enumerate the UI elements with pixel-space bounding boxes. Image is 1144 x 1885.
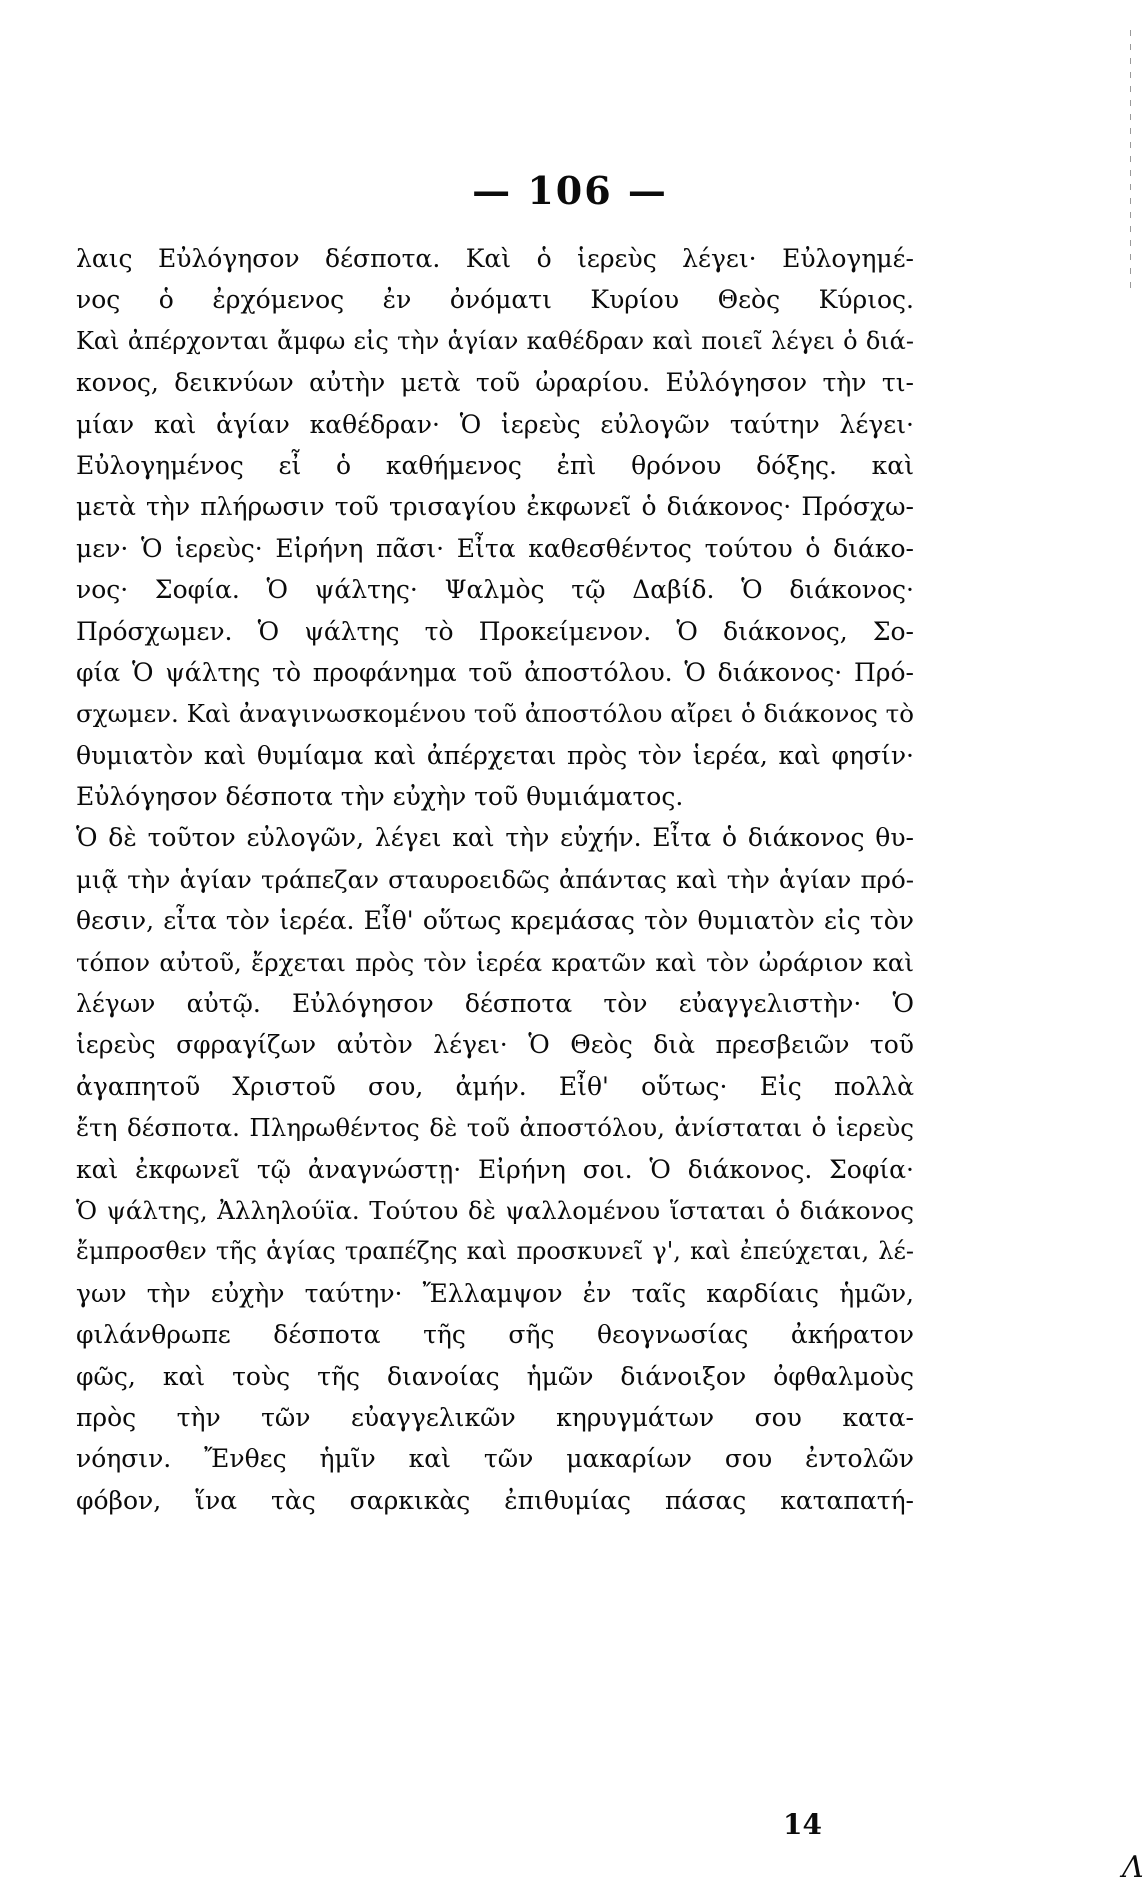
- text-line: καὶ ἐκφωνεῖ τῷ ἀναγνώστῃ· Εἰρήνη σοι. Ὁ διάκονος. Σοφία·: [76, 1154, 914, 1184]
- body-text: [76, 238, 914, 1521]
- text-line: μετὰ τὴν πλήρωσιν τοῦ τρισαγίου ἐκφωνεῖ ὁ διάκονος· Πρόσχω-: [76, 492, 914, 522]
- text-line: ἱερεὺς σφραγίζων αὐτὸν λέγει· Ὁ Θεὸς διὰ πρεσβειῶν τοῦ: [76, 1030, 914, 1060]
- text-line: κονος, δεικνύων αὐτὴν μετὰ τοῦ ὠραρίου. Εὐλόγησον τὴν τι-: [76, 368, 914, 398]
- text-line: Καὶ ἀπέρχονται ἄμφω εἰς τὴν ἁγίαν καθέδραν καὶ ποιεῖ λέγει ὁ διά-: [76, 326, 914, 355]
- text-line: ἀγαπητοῦ Χριστοῦ σου, ἀμήν. Εἶθ' οὕτως· Εἰς πολλὰ: [76, 1071, 914, 1101]
- text-line: φιλάνθρωπε δέσποτα τῆς σῆς θεογνωσίας ἀκήρατον: [76, 1320, 914, 1350]
- page-edge-divider: [1130, 30, 1131, 290]
- text-line: νος· Σοφία. Ὁ ψάλτης· Ψαλμὸς τῷ Δαβίδ. Ὁ διάκονος·: [76, 575, 914, 605]
- text-line: φῶς, καὶ τοὺς τῆς διανοίας ἡμῶν διάνοιξον ὀφθαλμοὺς: [76, 1361, 914, 1391]
- text-line: τόπον αὐτοῦ, ἔρχεται πρὸς τὸν ἱερέα κρατῶν καὶ τὸν ὠράριον καὶ: [76, 947, 914, 977]
- text-line: θεσιν, εἶτα τὸν ἱερέα. Εἶθ' οὕτως κρεμάσας τὸν θυμιατὸν εἰς τὸν: [76, 906, 914, 936]
- text-line: φία Ὁ ψάλτης τὸ πρoφάνημα τοῦ ἀποστόλου. Ὁ διάκονος· Πρό-: [76, 657, 914, 687]
- text-line: σχωμεν. Καὶ ἀναγινωσκομένου τοῦ ἀποστόλου αἴρει ὁ διάκονος τὸ: [76, 699, 914, 729]
- text-line: ἔμπροσθεν τῆς ἁγίας τραπέζης καὶ προσκυνεῖ γ', καὶ ἐπεύχεται, λέ-: [76, 1237, 914, 1266]
- text-line: μίαν καὶ ἁγίαν καθέδραν· Ὁ ἱερεὺς εὐλογῶν ταύτην λέγει·: [76, 409, 914, 439]
- margin-mark: Λ: [1122, 1850, 1144, 1885]
- text-line: νόησιν. Ἔνθες ἡμῖν καὶ τῶν μακαρίων σου ἐντολῶν: [76, 1444, 914, 1474]
- text-line: γων τὴν εὐχὴν ταύτην· Ἔλλαμψον ἐν ταῖς καρδίαις ἡμῶν,: [76, 1278, 914, 1308]
- page-number: — 106 —: [472, 168, 668, 213]
- text-line: Ὁ δὲ τοῦτον εὐλογῶν, λέγει καὶ τὴν εὐχήν. Εἶτα ὁ διάκονος θυ-: [76, 823, 914, 853]
- text-line: μιᾷ τὴν ἁγίαν τράπεζαν σταυροειδῶς ἀπάντας καὶ τὴν ἁγίαν πρό-: [76, 864, 914, 894]
- text-line: λαις Εὐλόγησον δέσποτα. Καὶ ὁ ἱερεὺς λέγει· Εὐλογημέ-: [76, 244, 914, 273]
- text-line: Ὁ ψάλτης, Ἀλληλούϊα. Τούτου δὲ ψαλλομένου ἵσταται ὁ διάκονος: [76, 1195, 914, 1225]
- text-line: Εὐλόγησον δέσποτα τὴν εὐχὴν τοῦ θυμιάματος.: [76, 782, 684, 812]
- text-line: Πρόσχωμεν. Ὁ ψάλτης τὸ Προκείμενον. Ὁ διάκονος, Σο-: [76, 616, 914, 646]
- text-line: φόβον, ἵνα τὰς σαρκικὰς ἐπιθυμίας πάσας καταπατή-: [76, 1485, 914, 1515]
- text-line: νος ὁ ἐρχόμενος ἐν ὀνόματι Κυρίου Θεὸς Κύριος.: [76, 285, 914, 315]
- text-line: θυμιατὸν καὶ θυμίαμα καὶ ἀπέρχεται πρὸς τὸν ἱερέα, καὶ φησίν·: [76, 740, 914, 770]
- text-line: ἔτη δέσποτα. Πληρωθέντος δὲ τοῦ ἀποστόλου, ἀνίσταται ὁ ἱερεὺς: [76, 1113, 914, 1143]
- text-line: μεν· Ὁ ἱερεὺς· Εἰρήνη πᾶσι· Εἶτα καθεσθέντος τούτου ὁ διάκο-: [76, 533, 914, 563]
- text-line: πρὸς τὴν τῶν εὐαγγελικῶν κηρυγμάτων σου κατα-: [76, 1402, 914, 1432]
- text-line: Εὐλογημένος εἶ ὁ καθήμενος ἐπὶ θρόνου δόξης. καὶ: [76, 450, 914, 480]
- signature-mark: 14: [783, 1808, 822, 1841]
- text-line: λέγων αὐτῷ. Εὐλόγησον δέσποτα τὸν εὐαγγελιστὴν· Ὁ: [76, 989, 914, 1019]
